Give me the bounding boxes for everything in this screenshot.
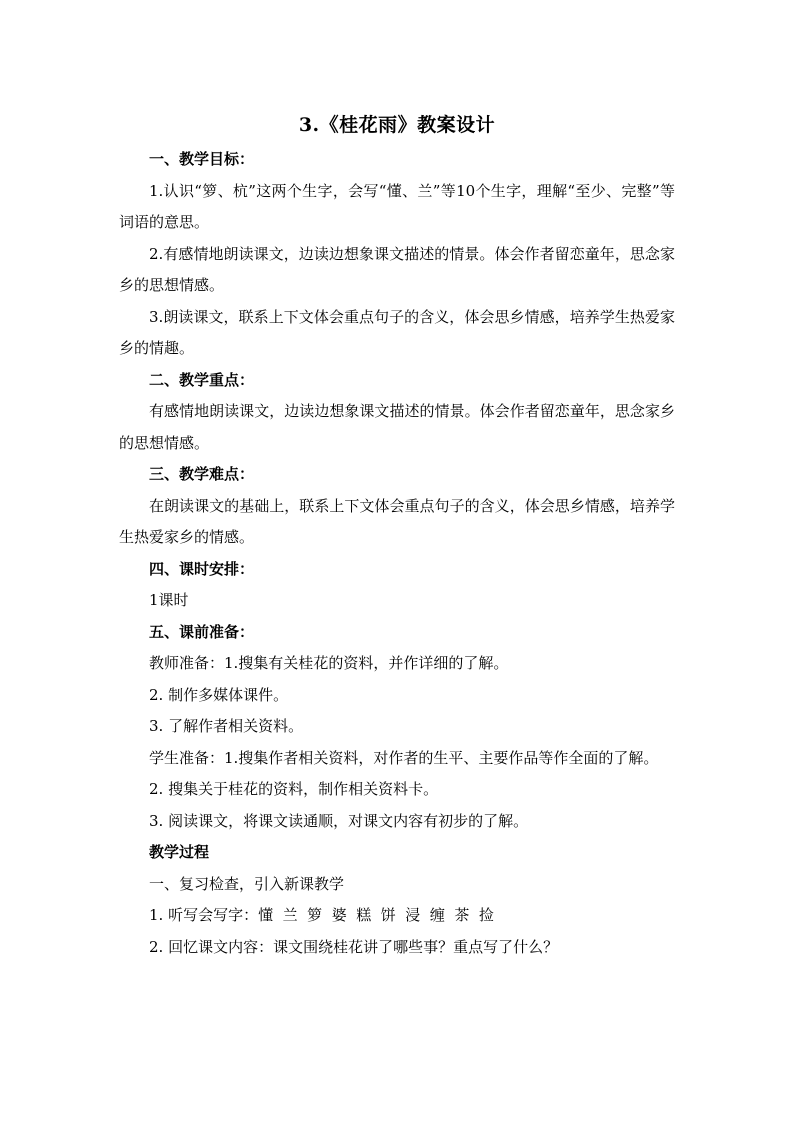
objective-2: 2.有感情地朗读课文，边读边想象课文描述的情景。体会作者留恋童年，思念家乡的思想情感。: [119, 244, 675, 294]
section-heading-key-points: 二、教学重点：: [149, 370, 255, 389]
objective-3: 3.朗读课文，联系上下文体会重点句子的含义，体会思乡情感，培养学生热爱家乡的情趣。: [119, 307, 675, 357]
section-heading-schedule: 四、课时安排：: [149, 559, 255, 578]
key-points-text: 有感情地朗读课文，边读边想象课文描述的情景。体会作者留恋童年，思念家乡的思想情感。: [119, 402, 675, 452]
student-prep-3: 3. 阅读课文，将课文读通顺，对课文内容有初步的了解。: [149, 811, 529, 830]
process-recall: 2. 回忆课文内容：课文围绕桂花讲了哪些事？重点写了什么？: [149, 937, 559, 956]
student-prep-1: 学生准备：1.搜集作者相关资料，对作者的生平、主要作品等作全面的了解。: [149, 748, 659, 767]
difficulties-text: 在朗读课文的基础上，联系上下文体会重点句子的含义，体会思乡情感，培养学生热爱家乡的情感。: [119, 496, 675, 546]
section-heading-difficulties: 三、教学难点：: [149, 465, 255, 483]
section-heading-preparation: 五、课前准备：: [149, 622, 255, 641]
document-title: 3.《桂花雨》教案设计: [298, 114, 496, 136]
objective-1: 1.认识“箩、杭”这两个生字，会写“懂、兰”等10个生字，理解“至少、完整”等词语的意思。: [119, 181, 675, 231]
teacher-prep-2: 2. 制作多媒体课件。: [149, 685, 289, 704]
schedule-text: 1课时: [149, 591, 189, 609]
process-step-1: 一、复习检查，引入新课教学: [149, 874, 345, 893]
student-prep-2: 2. 搜集关于桂花的资料，制作相关资料卡。: [149, 780, 439, 798]
teacher-prep-1: 教师准备：1.搜集有关桂花的资料，并作详细的了解。: [149, 654, 509, 672]
process-dictation: 1. 听写会写字：懂 兰 箩 婆 糕 饼 浸 缠 茶 捡: [149, 906, 494, 924]
document-content: [119, 108, 675, 963]
teacher-prep-3: 3. 了解作者相关资料。: [149, 717, 304, 735]
section-heading-process: 教学过程: [149, 843, 210, 861]
section-heading-objectives: 一、教学目标：: [149, 150, 255, 168]
